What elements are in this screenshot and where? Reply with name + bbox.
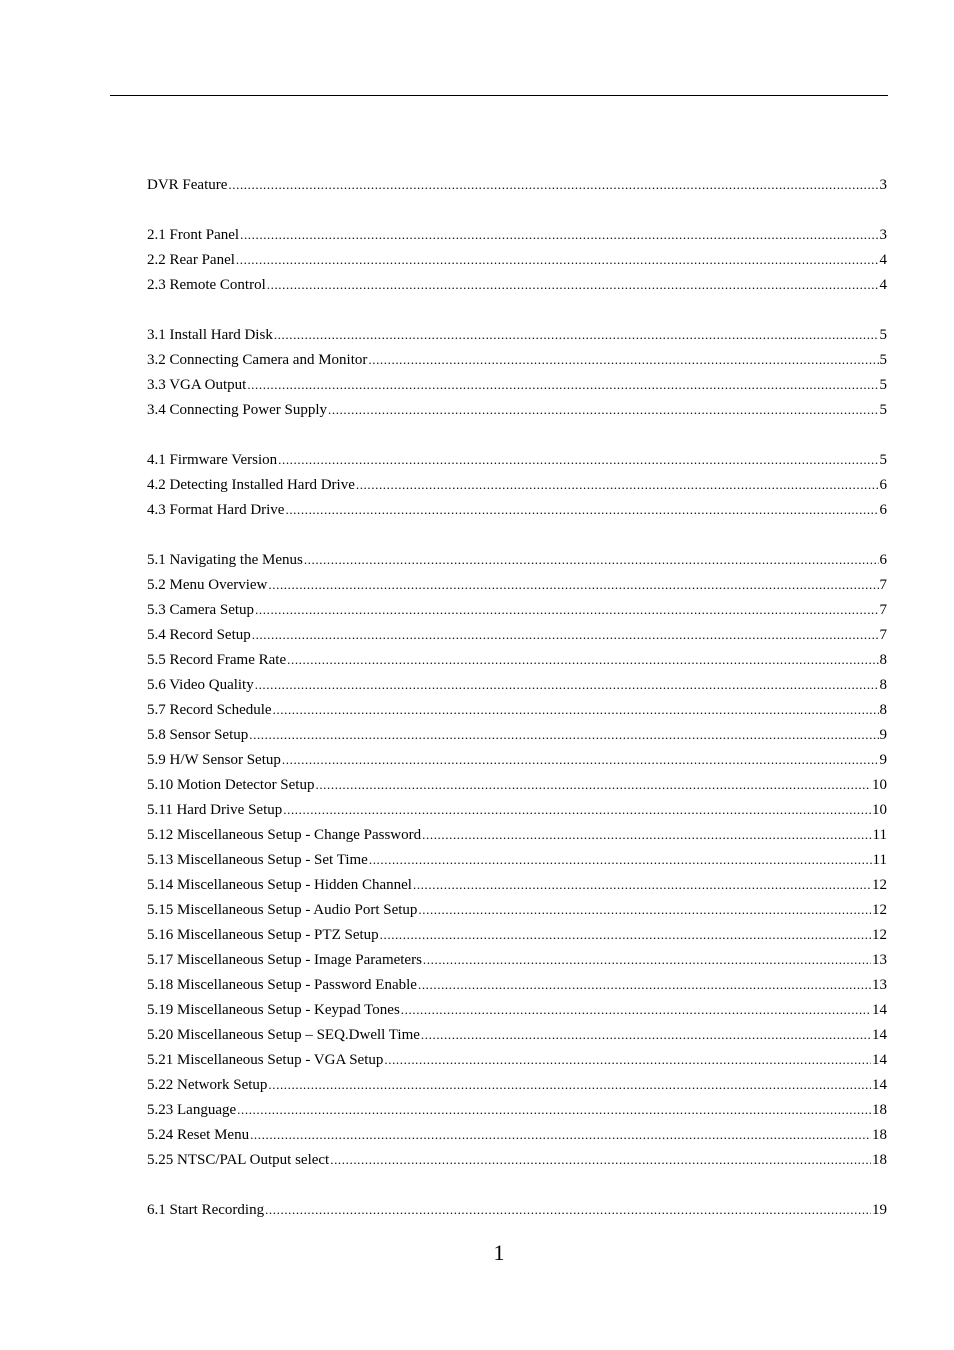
toc-entry-title: 5.24 Reset Menu [147,1127,250,1143]
toc-entry-page: 18 [872,1127,887,1143]
toc-entry-title: 5.14 Miscellaneous Setup - Hidden Channel [147,877,412,893]
toc-entry[interactable] [147,1047,887,1072]
toc-entry[interactable] [147,922,887,947]
toc-entry-page: 12 [872,927,887,943]
toc-entry-title: 5.19 Miscellaneous Setup - Keypad Tones [147,1002,400,1018]
toc-entry[interactable] [147,172,887,197]
toc-entry[interactable] [147,672,887,697]
toc-entry-page: 9 [879,752,887,768]
toc-dot-leader [413,872,871,897]
table-of-contents [147,172,887,1247]
toc-dot-leader [278,447,878,472]
toc-entry[interactable] [147,572,887,597]
toc-dot-leader [267,272,879,297]
toc-dot-leader [422,822,871,847]
toc-entry[interactable] [147,472,887,497]
toc-entry[interactable] [147,397,887,422]
toc-dot-leader [268,1072,871,1097]
toc-entry[interactable] [147,622,887,647]
toc-dot-leader [418,972,871,997]
toc-entry-title: 5.7 Record Schedule [147,702,272,718]
toc-entry-page: 3 [879,227,887,243]
toc-entry[interactable] [147,1097,887,1122]
toc-entry-page: 14 [872,1002,887,1018]
toc-entry[interactable] [147,272,887,297]
toc-entry-title: 5.25 NTSC/PAL Output select [147,1152,330,1168]
toc-entry-title: 5.1 Navigating the Menus [147,552,303,568]
toc-entry-page: 7 [879,577,887,593]
toc-entry-title: 5.11 Hard Drive Setup [147,802,283,818]
toc-entry[interactable] [147,722,887,747]
toc-dot-leader [315,772,871,797]
toc-dot-leader [228,172,878,197]
toc-group [147,1197,887,1222]
toc-group [147,447,887,522]
toc-entry[interactable] [147,747,887,772]
toc-entry-page: 8 [879,702,887,718]
toc-entry[interactable] [147,872,887,897]
toc-entry-page: 5 [879,352,887,368]
toc-dot-leader [418,897,871,922]
toc-entry-page: 13 [872,977,887,993]
toc-dot-leader [368,347,878,372]
toc-entry-title: 5.10 Motion Detector Setup [147,777,315,793]
toc-entry[interactable] [147,1122,887,1147]
toc-entry[interactable] [147,697,887,722]
toc-entry-page: 14 [872,1052,887,1068]
toc-entry-page: 13 [872,952,887,968]
toc-dot-leader [240,222,878,247]
toc-entry-title: DVR Feature [147,177,228,193]
toc-group [147,547,887,1172]
toc-entry-title: 5.13 Miscellaneous Setup - Set Time [147,852,368,868]
toc-entry-page: 7 [879,602,887,618]
toc-entry-title: 5.23 Language [147,1102,237,1118]
toc-dot-leader [287,647,878,672]
toc-entry-page: 5 [879,377,887,393]
toc-dot-leader [255,672,879,697]
toc-entry-title: 2.3 Remote Control [147,277,266,293]
toc-entry-page: 10 [872,802,887,818]
toc-group [147,172,887,197]
toc-entry-title: 5.3 Camera Setup [147,602,255,618]
toc-entry-title: 5.6 Video Quality [147,677,254,693]
toc-dot-leader [250,1122,871,1147]
toc-entry-title: 5.20 Miscellaneous Setup – SEQ.Dwell Time [147,1027,420,1043]
toc-entry-title: 5.9 H/W Sensor Setup [147,752,281,768]
toc-entry-page: 11 [872,827,887,843]
toc-entry[interactable] [147,597,887,622]
toc-entry-page: 5 [879,327,887,343]
toc-dot-leader [237,1097,871,1122]
toc-entry-title: 4.3 Format Hard Drive [147,502,285,518]
toc-dot-leader [283,797,871,822]
toc-entry-title: 3.2 Connecting Camera and Monitor [147,352,368,368]
toc-dot-leader [285,497,878,522]
toc-dot-leader [328,397,879,422]
toc-entry-title: 5.12 Miscellaneous Setup - Change Password [147,827,422,843]
toc-entry[interactable] [147,222,887,247]
toc-entry-page: 4 [879,277,887,293]
toc-entry-page: 8 [879,652,887,668]
toc-entry[interactable] [147,247,887,272]
toc-entry-title: 5.2 Menu Overview [147,577,268,593]
toc-entry[interactable] [147,972,887,997]
toc-dot-leader [273,697,879,722]
toc-entry[interactable] [147,647,887,672]
toc-entry-title: 5.15 Miscellaneous Setup - Audio Port Setup [147,902,418,918]
toc-entry[interactable] [147,947,887,972]
toc-group [147,322,887,422]
toc-entry-title: 2.1 Front Panel [147,227,240,243]
toc-entry-title: 6.1 Start Recording [147,1202,265,1218]
toc-entry-title: 5.18 Miscellaneous Setup - Password Enable [147,977,417,993]
toc-dot-leader [421,1022,871,1047]
toc-entry-title: 5.4 Record Setup [147,627,251,643]
toc-entry-page: 6 [879,552,887,568]
toc-entry[interactable] [147,1147,887,1172]
toc-entry-title: 5.17 Miscellaneous Setup - Image Parameters [147,952,422,968]
toc-dot-leader [268,572,878,597]
toc-entry-page: 12 [872,877,887,893]
toc-entry-page: 5 [879,402,887,418]
toc-dot-leader [330,1147,871,1172]
toc-entry[interactable] [147,997,887,1022]
toc-dot-leader [282,747,879,772]
toc-dot-leader [356,472,879,497]
toc-dot-leader [255,597,878,622]
toc-entry[interactable] [147,897,887,922]
toc-entry-title: 5.21 Miscellaneous Setup - VGA Setup [147,1052,384,1068]
toc-entry-title: 5.22 Network Setup [147,1077,268,1093]
toc-entry-page: 6 [879,502,887,518]
toc-dot-leader [423,947,871,972]
toc-entry-title: 5.5 Record Frame Rate [147,652,287,668]
toc-dot-leader [252,622,879,647]
toc-entry-title: 4.2 Detecting Installed Hard Drive [147,477,355,493]
toc-entry[interactable] [147,772,887,797]
toc-entry-title: 3.3 VGA Output [147,377,247,393]
toc-entry-title: 2.2 Rear Panel [147,252,235,268]
toc-dot-leader [265,1197,871,1222]
toc-entry-page: 14 [872,1077,887,1093]
toc-entry[interactable] [147,447,887,472]
toc-entry-page: 14 [872,1027,887,1043]
toc-entry-page: 18 [872,1152,887,1168]
toc-entry-page: 5 [879,452,887,468]
toc-entry[interactable] [147,347,887,372]
toc-entry-page: 7 [879,627,887,643]
toc-entry-title: 5.16 Miscellaneous Setup - PTZ Setup [147,927,379,943]
toc-entry[interactable] [147,322,887,347]
toc-entry-page: 19 [872,1202,887,1218]
toc-entry-title: 4.1 Firmware Version [147,452,278,468]
toc-entry[interactable] [147,847,887,872]
toc-dot-leader [401,997,871,1022]
toc-entry-page: 12 [872,902,887,918]
toc-entry-page: 10 [872,777,887,793]
toc-dot-leader [236,247,879,272]
toc-entry[interactable] [147,822,887,847]
toc-entry-page: 4 [879,252,887,268]
toc-dot-leader [384,1047,871,1072]
toc-entry-page: 18 [872,1102,887,1118]
toc-entry-title: 5.8 Sensor Setup [147,727,249,743]
toc-entry[interactable] [147,547,887,572]
page-number: 1 [493,1240,505,1265]
toc-group [147,222,887,297]
toc-entry[interactable] [147,497,887,522]
toc-entry-page: 11 [872,852,887,868]
toc-dot-leader [247,372,878,397]
toc-dot-leader [369,847,872,872]
toc-dot-leader [380,922,871,947]
toc-entry[interactable] [147,797,887,822]
toc-dot-leader [249,722,878,747]
toc-entry-title: 3.1 Install Hard Disk [147,327,273,343]
toc-dot-leader [304,547,879,572]
toc-dot-leader [274,322,879,347]
toc-entry-page: 9 [879,727,887,743]
toc-entry[interactable] [147,372,887,397]
toc-entry-page: 6 [879,477,887,493]
toc-entry[interactable] [147,1072,887,1097]
toc-entry-title: 3.4 Connecting Power Supply [147,402,327,418]
toc-entry[interactable] [147,1022,887,1047]
toc-entry[interactable] [147,1197,887,1222]
toc-entry-page: 8 [879,677,887,693]
toc-entry-page: 3 [879,177,887,193]
header-rule [110,95,888,96]
